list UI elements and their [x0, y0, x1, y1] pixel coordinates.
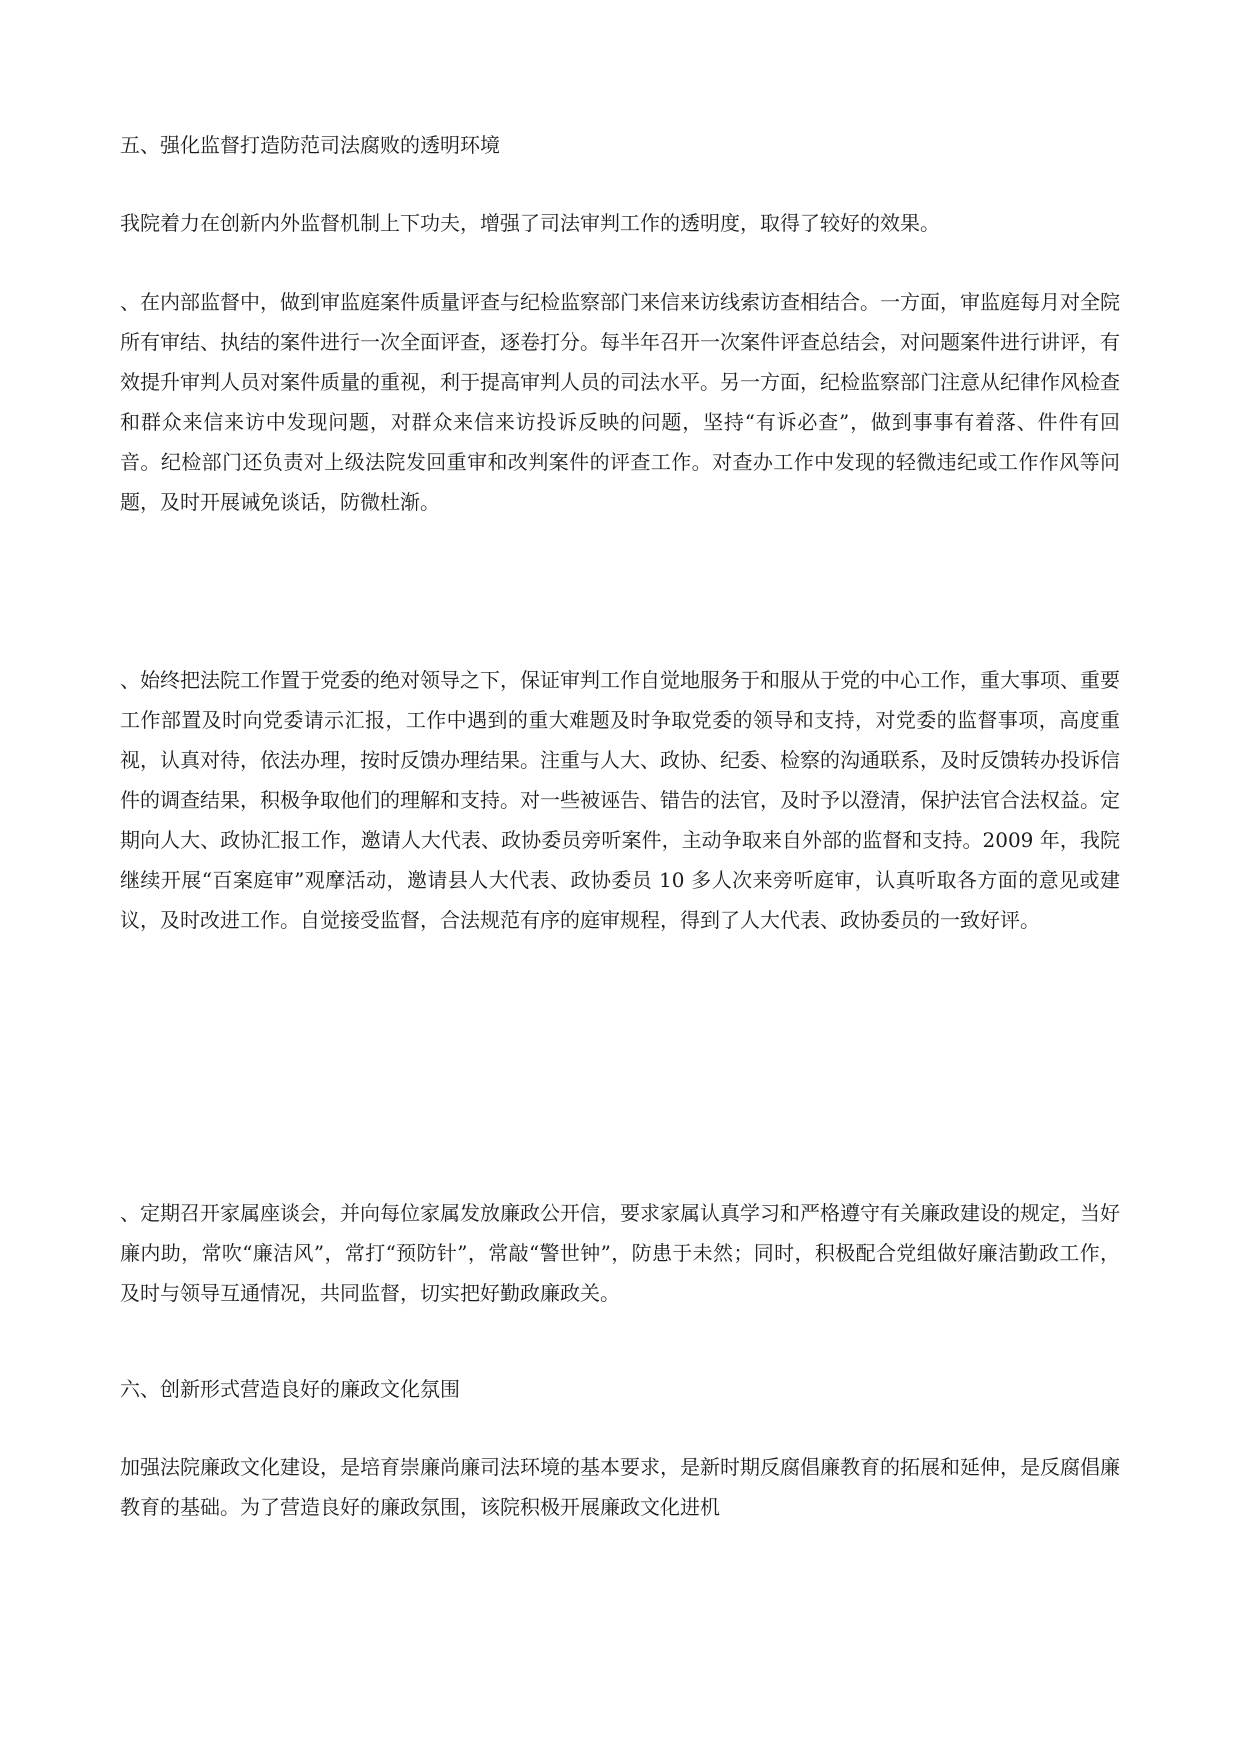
paragraph-family-forum: 、定期召开家属座谈会，并向每位家属发放廉政公开信，要求家属认真学习和严格遵守有关廉政建设的规定，当好廉内助，常吹“廉洁风”，常打“预防针”，常敲“警世钟”，防患于未然；同时，积极配合党组做好廉洁勤政工作，及时与领导互通情况，共同监督，切实把好勤政廉政关。 [120, 1201, 1120, 1305]
paragraph-intro: 我院着力在创新内外监督机制上下功夫，增强了司法审判工作的透明度，取得了较好的效果。 [120, 211, 940, 235]
paragraph-party-leadership: 、始终把法院工作置于党委的绝对领导之下，保证审判工作自觉地服务于和服从于党的中心工作，重大事项、重要工作部置及时向党委请示汇报，工作中遇到的重大难题及时争取党委的领导和支持，对党委的监督事项，高度重视，认真对待，依法办理，按时反馈办理结果。注重与人大、政协、纪委、检察的沟通联系，及时反馈转办投诉信件的调查结果，积极争取他们的理解和支持。对一些被诬告、错告的法官，及时予以澄清，保护法官合法权益。定期向人大、政协汇报工作，邀请人大代表、政协委员旁听案件，主动争取来自外部的监督和支持。2009 年，我院继续开展“百案庭审”观摩活动，邀请县人大代表、政协委员 10 多人次来旁听庭审，认真听取各方面的意见或建议，及时改进工作。自觉接受监督，合法规范有序的庭审规程，得到了人大代表、政协委员的一致好评。 [120, 668, 1120, 932]
section-heading-5: 五、强化监督打造防范司法腐败的透明环境 [120, 133, 500, 157]
paragraph-internal-supervision: 、在内部监督中，做到审监庭案件质量评查与纪检监察部门来信来访线索访查相结合。一方面，审监庭每月对全院所有审结、执结的案件进行一次全面评查，逐卷打分。每半年召开一次案件评查总结会，对问题案件进行讲评，有效提升审判人员对案件质量的重视，利于提高审判人员的司法水平。另一方面，纪检监察部门注意从纪律作风检查和群众来信来访中发现问题，对群众来信来访投诉反映的问题，坚持“有诉必查”，做到事事有着落、件件有回音。纪检部门还负责对上级法院发回重审和改判案件的评查工作。对查办工作中发现的轻微违纪或工作作风等问题，及时开展诫免谈话，防微杜渐。 [120, 290, 1120, 514]
section-heading-6: 六、创新形式营造良好的廉政文化氛围 [120, 1377, 460, 1401]
paragraph-culture: 加强法院廉政文化建设，是培育崇廉尚廉司法环境的基本要求，是新时期反腐倡廉教育的拓展和延伸，是反腐倡廉教育的基础。为了营造良好的廉政氛围，该院积极开展廉政文化进机 [120, 1455, 1120, 1519]
